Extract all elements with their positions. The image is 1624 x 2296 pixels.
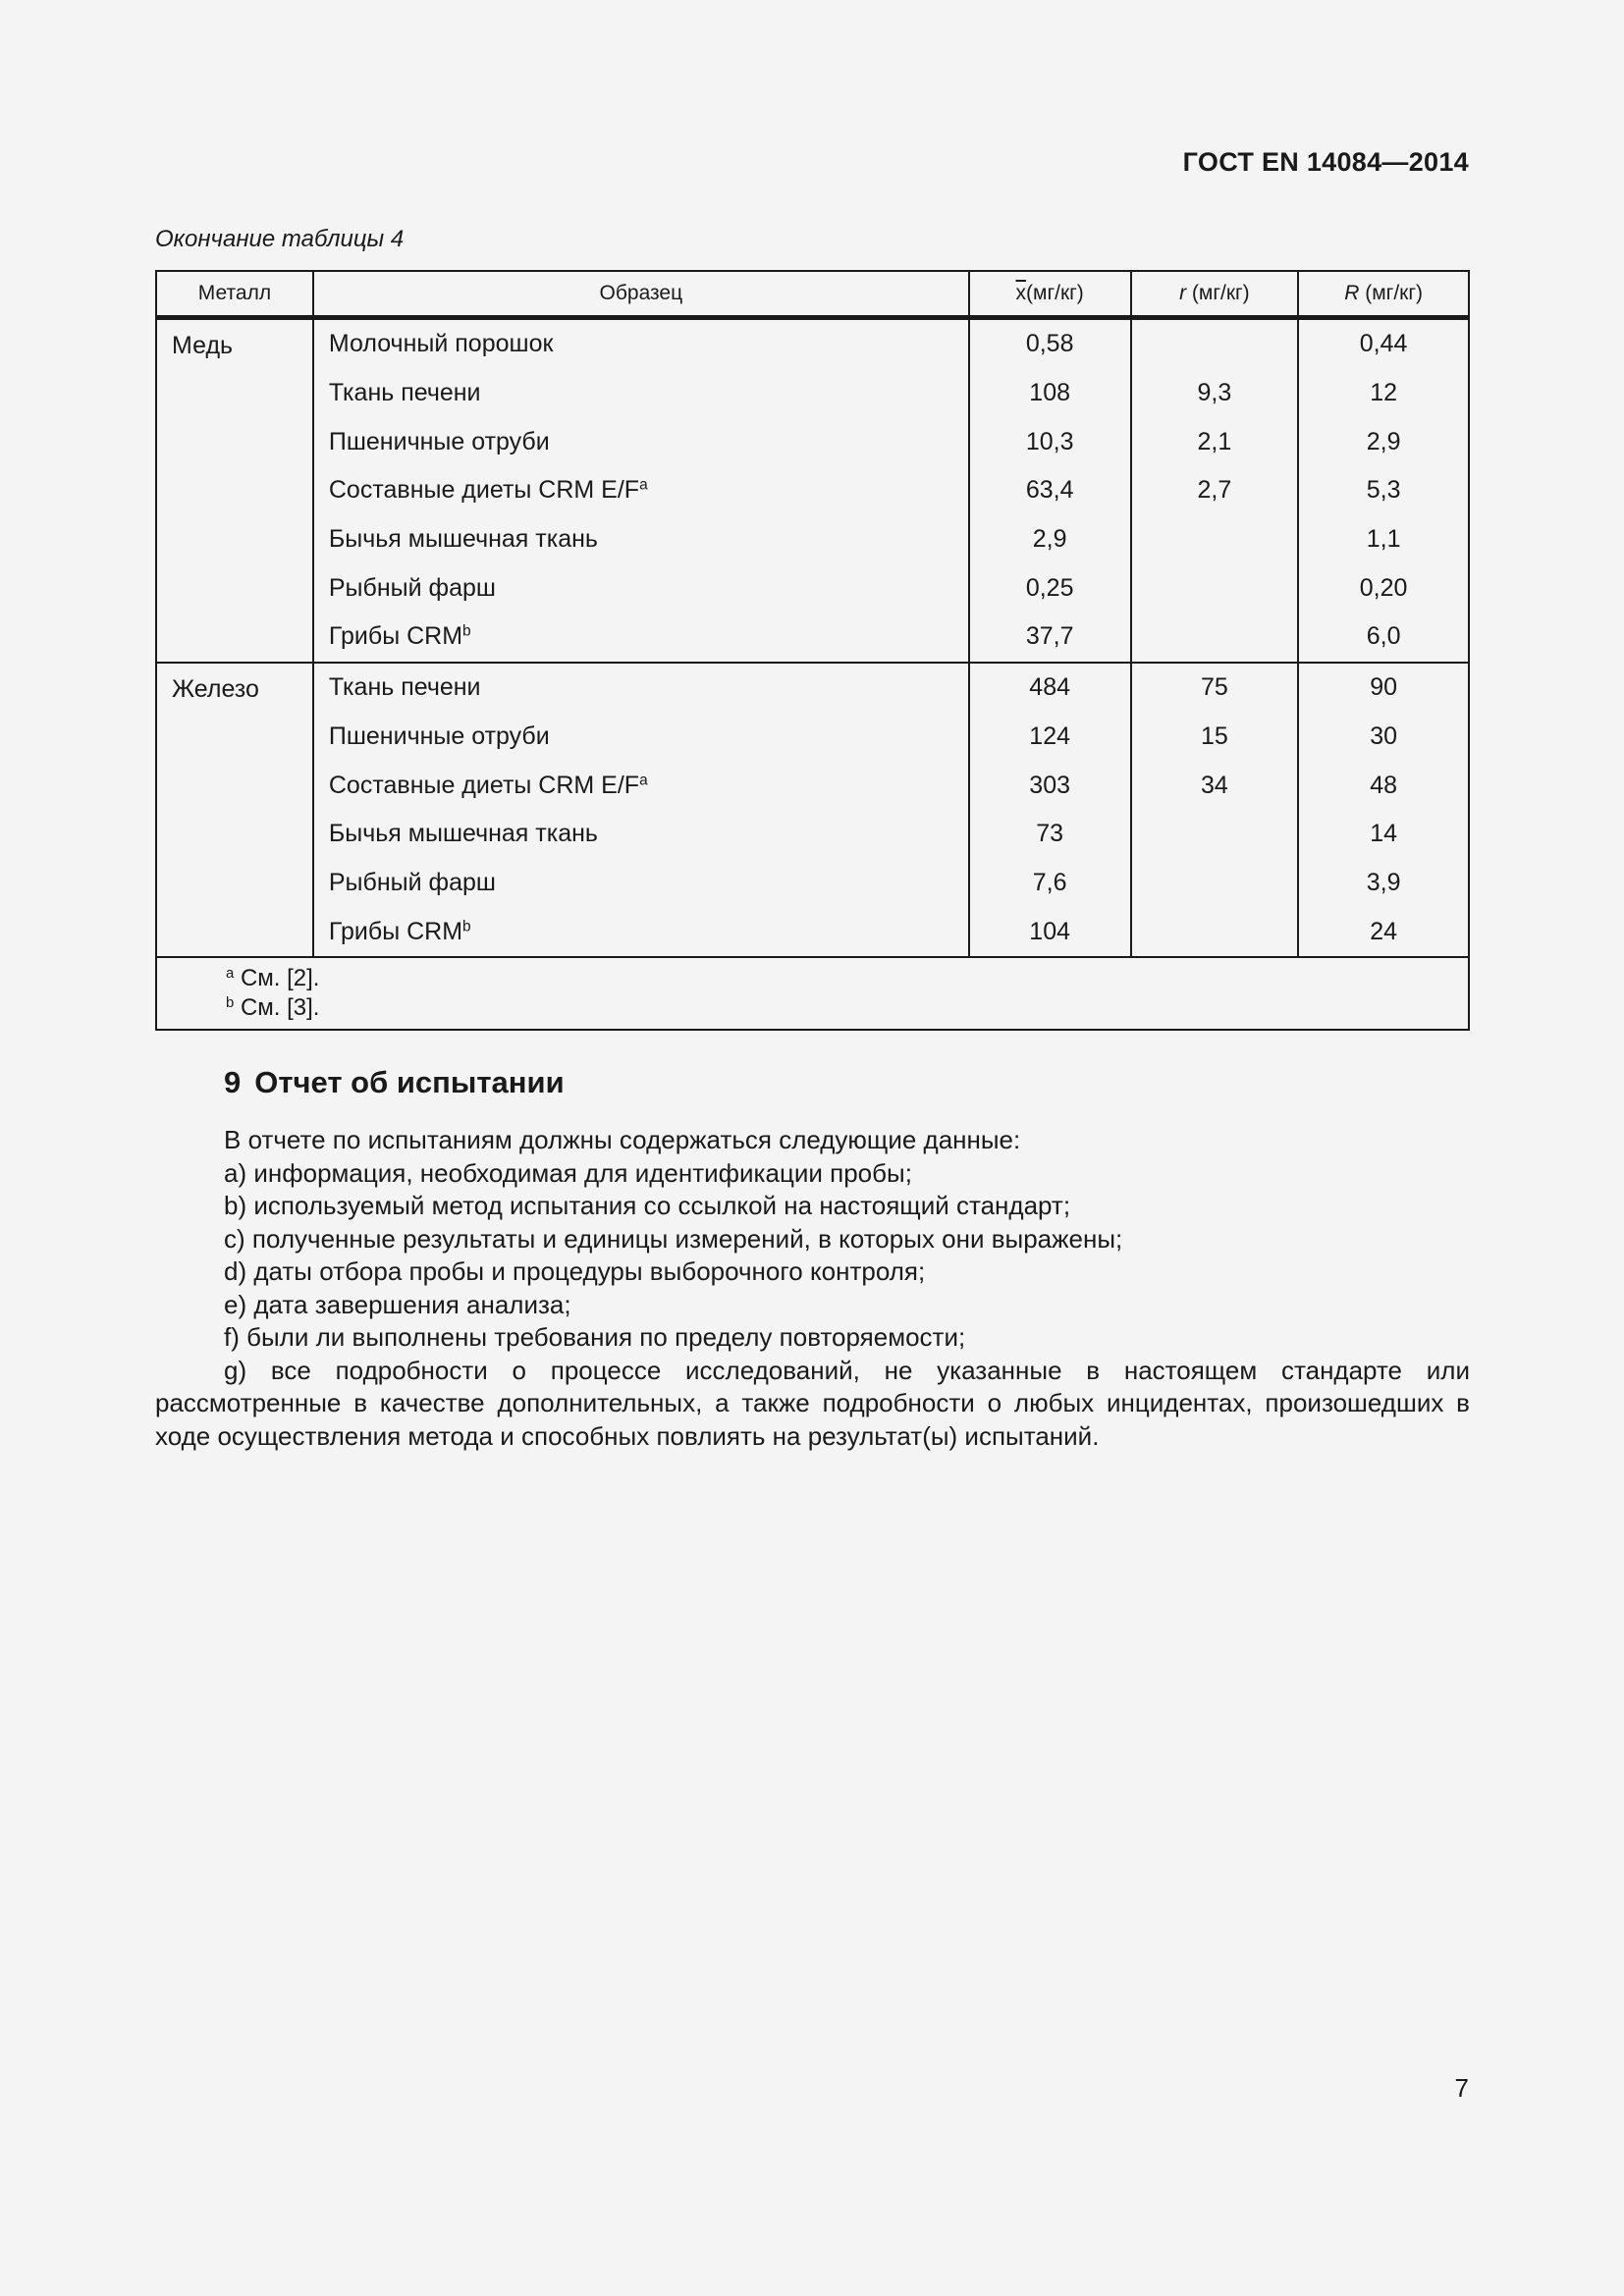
repeatability-cell: 34 — [1131, 761, 1299, 810]
col-repeatability-header — [1131, 271, 1299, 318]
repeatability-cell — [1131, 515, 1299, 564]
reproducibility-unit: (мг/кг) — [1359, 282, 1423, 304]
reproducibility-cell: 6,0 — [1298, 613, 1469, 663]
section-title: Отчет об испытании — [254, 1065, 565, 1099]
sample-cell — [313, 466, 969, 515]
repeatability-cell: 2,7 — [1131, 466, 1299, 515]
reproducibility-cell: 3,9 — [1298, 859, 1469, 908]
list-item: g) все подробности о процессе исследований, не указанные в настоящем стандарте или рассмотренные в качестве дополнительных, а также подробности о любых инцидентах, произошедших в ходе осуществления метода и способных повлиять на результат(ы) испытаний. — [155, 1355, 1470, 1451]
sample-name: Ткань печени — [328, 673, 481, 702]
footnote-text: См. [2]. — [240, 964, 320, 991]
footnote-ref: b — [462, 622, 471, 640]
table-row — [156, 466, 1469, 515]
mean-value-cell: 124 — [969, 713, 1131, 762]
metal-cell: Железо — [156, 663, 313, 957]
mean-value-cell: 0,25 — [969, 563, 1131, 613]
sample-cell — [313, 515, 969, 564]
mean-value-cell: 484 — [969, 663, 1131, 713]
list-item: d) даты отбора пробы и процедуры выборочного контроля; — [224, 1256, 926, 1286]
page-number: 7 — [1454, 2073, 1469, 2103]
table-row — [156, 515, 1469, 564]
repeatability-cell: 2,1 — [1131, 417, 1299, 466]
repeatability-cell — [1131, 563, 1299, 613]
mean-value-cell: 108 — [969, 369, 1131, 418]
table-row — [156, 761, 1469, 810]
footnote-text: См. [3]. — [240, 993, 320, 1021]
table-row — [156, 713, 1469, 762]
repeatability-cell — [1131, 859, 1299, 908]
sample-name: Грибы CRM — [328, 917, 463, 945]
document-header: ГОСТ EN 14084—2014 — [1182, 147, 1469, 177]
reproducibility-cell: 0,44 — [1298, 318, 1469, 369]
sample-name: Рыбный фарш — [328, 573, 496, 602]
section-intro: В отчете по испытаниям должны содержаться следующие данные: — [224, 1125, 1021, 1154]
footnotes-cell — [156, 957, 1469, 1030]
col-sample-header: Образец — [313, 271, 969, 318]
sample-cell — [313, 369, 969, 418]
sample-cell — [313, 810, 969, 859]
section-heading — [224, 1065, 565, 1100]
section-body — [155, 1124, 1470, 1453]
repeatability-symbol: r — [1179, 282, 1187, 304]
repeatability-cell — [1131, 613, 1299, 663]
repeatability-cell — [1131, 318, 1299, 369]
sample-cell — [313, 713, 969, 762]
mean-value-cell: 7,6 — [969, 859, 1131, 908]
sample-name: Бычья мышечная ткань — [328, 525, 598, 554]
list-item: e) дата завершения анализа; — [224, 1289, 571, 1319]
table-row — [156, 613, 1469, 663]
sample-name: Бычья мышечная ткань — [328, 820, 598, 848]
sample-cell — [313, 417, 969, 466]
repeatability-cell: 75 — [1131, 663, 1299, 713]
list-item: f) были ли выполнены требования по пределу повторяемости; — [224, 1322, 966, 1352]
results-table — [155, 270, 1470, 1031]
reproducibility-cell: 12 — [1298, 369, 1469, 418]
sample-cell — [313, 318, 969, 369]
footnote-mark: a — [226, 965, 235, 982]
list-item: a) информация, необходимая для идентификации пробы; — [224, 1157, 912, 1188]
mean-value-cell: 303 — [969, 761, 1131, 810]
table-row — [156, 417, 1469, 466]
table-body — [156, 318, 1469, 957]
table-header-row — [156, 271, 1469, 318]
metal-cell: Медь — [156, 318, 313, 663]
sample-name: Составные диеты CRM E/F — [328, 771, 640, 799]
mean-unit: (мг/кг) — [1026, 282, 1084, 304]
sample-cell — [313, 761, 969, 810]
mean-value-cell: 10,3 — [969, 417, 1131, 466]
reproducibility-cell: 90 — [1298, 663, 1469, 713]
reproducibility-cell: 0,20 — [1298, 563, 1469, 613]
footnote-ref: a — [639, 476, 648, 494]
repeatability-cell — [1131, 810, 1299, 859]
sample-cell — [313, 859, 969, 908]
footnote-ref: a — [639, 772, 648, 789]
reproducibility-cell: 2,9 — [1298, 417, 1469, 466]
reproducibility-cell: 48 — [1298, 761, 1469, 810]
reproducibility-cell: 30 — [1298, 713, 1469, 762]
mean-value-cell: 63,4 — [969, 466, 1131, 515]
footnote — [226, 993, 1468, 1023]
reproducibility-cell: 5,3 — [1298, 466, 1469, 515]
footnote-mark: b — [226, 994, 235, 1011]
sample-cell — [313, 563, 969, 613]
section-number: 9 — [224, 1065, 242, 1099]
sample-name: Пшеничные отруби — [328, 427, 550, 455]
footnotes-row — [156, 957, 1469, 1030]
sample-name: Грибы CRM — [328, 622, 463, 651]
sample-name: Рыбный фарш — [328, 868, 496, 896]
mean-value-cell: 0,58 — [969, 318, 1131, 369]
sample-name: Молочный порошок — [328, 330, 554, 358]
repeatability-cell: 9,3 — [1131, 369, 1299, 418]
col-metal-header: Металл — [156, 271, 313, 318]
table-row — [156, 859, 1469, 908]
table-row — [156, 369, 1469, 418]
table-row — [156, 810, 1469, 859]
table-caption: Окончание таблицы 4 — [155, 226, 405, 252]
reproducibility-symbol: R — [1344, 282, 1360, 304]
table-row — [156, 318, 1469, 369]
repeatability-cell — [1131, 907, 1299, 957]
sample-cell — [313, 907, 969, 957]
reproducibility-cell: 1,1 — [1298, 515, 1469, 564]
list-item: c) полученные результаты и единицы измерений, в которых они выражены; — [224, 1223, 1123, 1254]
sample-name: Пшеничные отруби — [328, 721, 550, 750]
reproducibility-cell: 24 — [1298, 907, 1469, 957]
sample-cell — [313, 663, 969, 713]
table-row — [156, 663, 1469, 713]
mean-value-cell: 37,7 — [969, 613, 1131, 663]
mean-value-cell: 73 — [969, 810, 1131, 859]
mean-symbol: $\overline{x}$ — [1015, 282, 1027, 304]
sample-cell — [313, 613, 969, 663]
footnote-ref: b — [462, 918, 471, 935]
mean-value-cell: 104 — [969, 907, 1131, 957]
col-reproducibility-header — [1298, 271, 1469, 318]
sample-name: Ткань печени — [328, 379, 481, 407]
table-row — [156, 907, 1469, 957]
list-item: b) используемый метод испытания со ссылкой на настоящий стандарт; — [224, 1191, 1071, 1220]
col-mean-header — [969, 271, 1131, 318]
repeatability-unit: (мг/кг) — [1186, 282, 1250, 304]
table-row — [156, 563, 1469, 613]
repeatability-cell: 15 — [1131, 713, 1299, 762]
footnote — [226, 964, 1468, 993]
sample-name: Составные диеты CRM E/F — [328, 476, 640, 505]
mean-value-cell: 2,9 — [969, 515, 1131, 564]
reproducibility-cell: 14 — [1298, 810, 1469, 859]
